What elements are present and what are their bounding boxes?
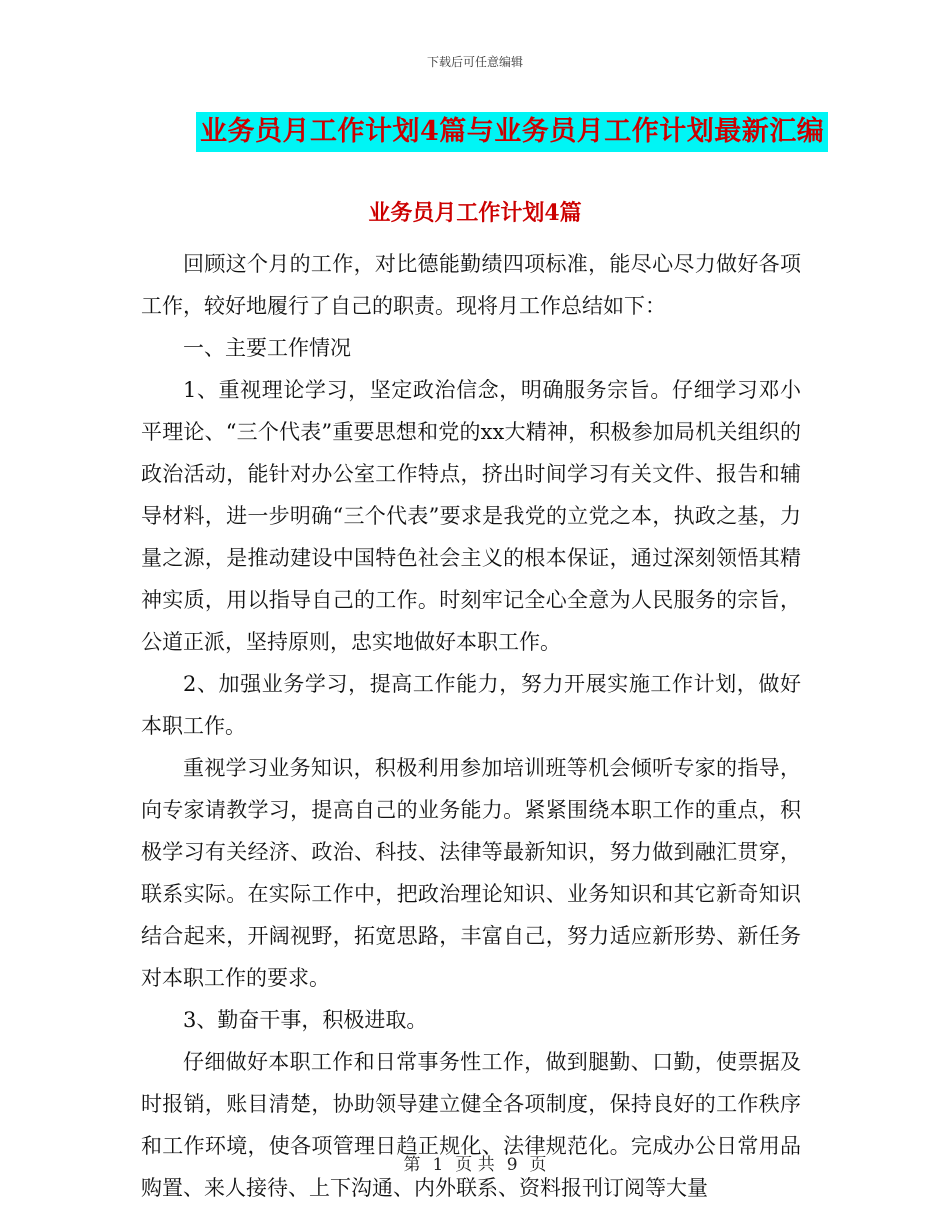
paragraph-item-1: 1、重视理论学习，坚定政治信念，明确服务宗旨。仔细学习邓小平理论、“三个代表”重要思想和党的xx大精神，积极参加局机关组织的政治活动，能针对办公室工作特点，挤出时间学习有关文件、报告和辅导材料，进一步明确“三个代表”要求是我党的立党之本，执政之基，力量之源，是推动建设中国特色社会主义的根本保证，通过深刻领悟其精神实质，用以指导自己的工作。时刻牢记全心全意为人民服务的宗旨，公道正派，坚持原则，忠实地做好本职工作。 xyxy=(141,378,801,654)
document-title: 业务员月工作计划4篇与业务员月工作计划最新汇编 xyxy=(196,112,828,152)
paragraph-item-2-detail: 重视学习业务知识，积极利用参加培训班等机会倾听专家的指导，向专家请教学习，提高自己的业务能力。紧紧围绕本职工作的重点，积极学习有关经济、政治、科技、法律等最新知识，努力做到融汇贯穿，联系实际。在实际工作中，把政治理论知识、业务知识和其它新奇知识结合起来，开阔视野，拓宽思路，丰富自己，努力适应新形势、新任务对本职工作的要求。 xyxy=(141,756,801,990)
footer-page-number: 1 xyxy=(432,1155,444,1175)
document-body xyxy=(141,243,801,1209)
paragraph-item-3: 3、勤奋干事，积极进取。 xyxy=(183,1008,428,1032)
header-note: 下载后可任意编辑 xyxy=(426,55,523,69)
footer-total-pages: 9 xyxy=(506,1155,518,1175)
document-subtitle: 业务员月工作计划4篇 xyxy=(368,200,582,226)
footer-prefix: 第 xyxy=(403,1155,421,1175)
paragraph-item-3-detail: 仔细做好本职工作和日常事务性工作，做到腿勤、口勤，使票据及时报销，账目清楚，协助领导建立健全各项制度，保持良好的工作秩序和工作环境，使各项管理日趋正规化、法律规范化。完成办公日常用品购置、来人接待、上下沟通、内外联系、资料报刊订阅等大量 xyxy=(141,1050,801,1200)
paragraph-intro: 回顾这个月的工作，对比德能勤绩四项标准，能尽心尽力做好各项工作，较好地履行了自己的职责。现将月工作总结如下： xyxy=(141,252,801,318)
page-footer xyxy=(0,1150,950,1175)
footer-middle: 页 共 xyxy=(455,1155,495,1175)
paragraph-section-heading: 一、主要工作情况 xyxy=(183,336,351,360)
paragraph-item-2: 2、加强业务学习，提高工作能力，努力开展实施工作计划，做好本职工作。 xyxy=(141,672,801,738)
footer-suffix: 页 xyxy=(529,1155,547,1175)
